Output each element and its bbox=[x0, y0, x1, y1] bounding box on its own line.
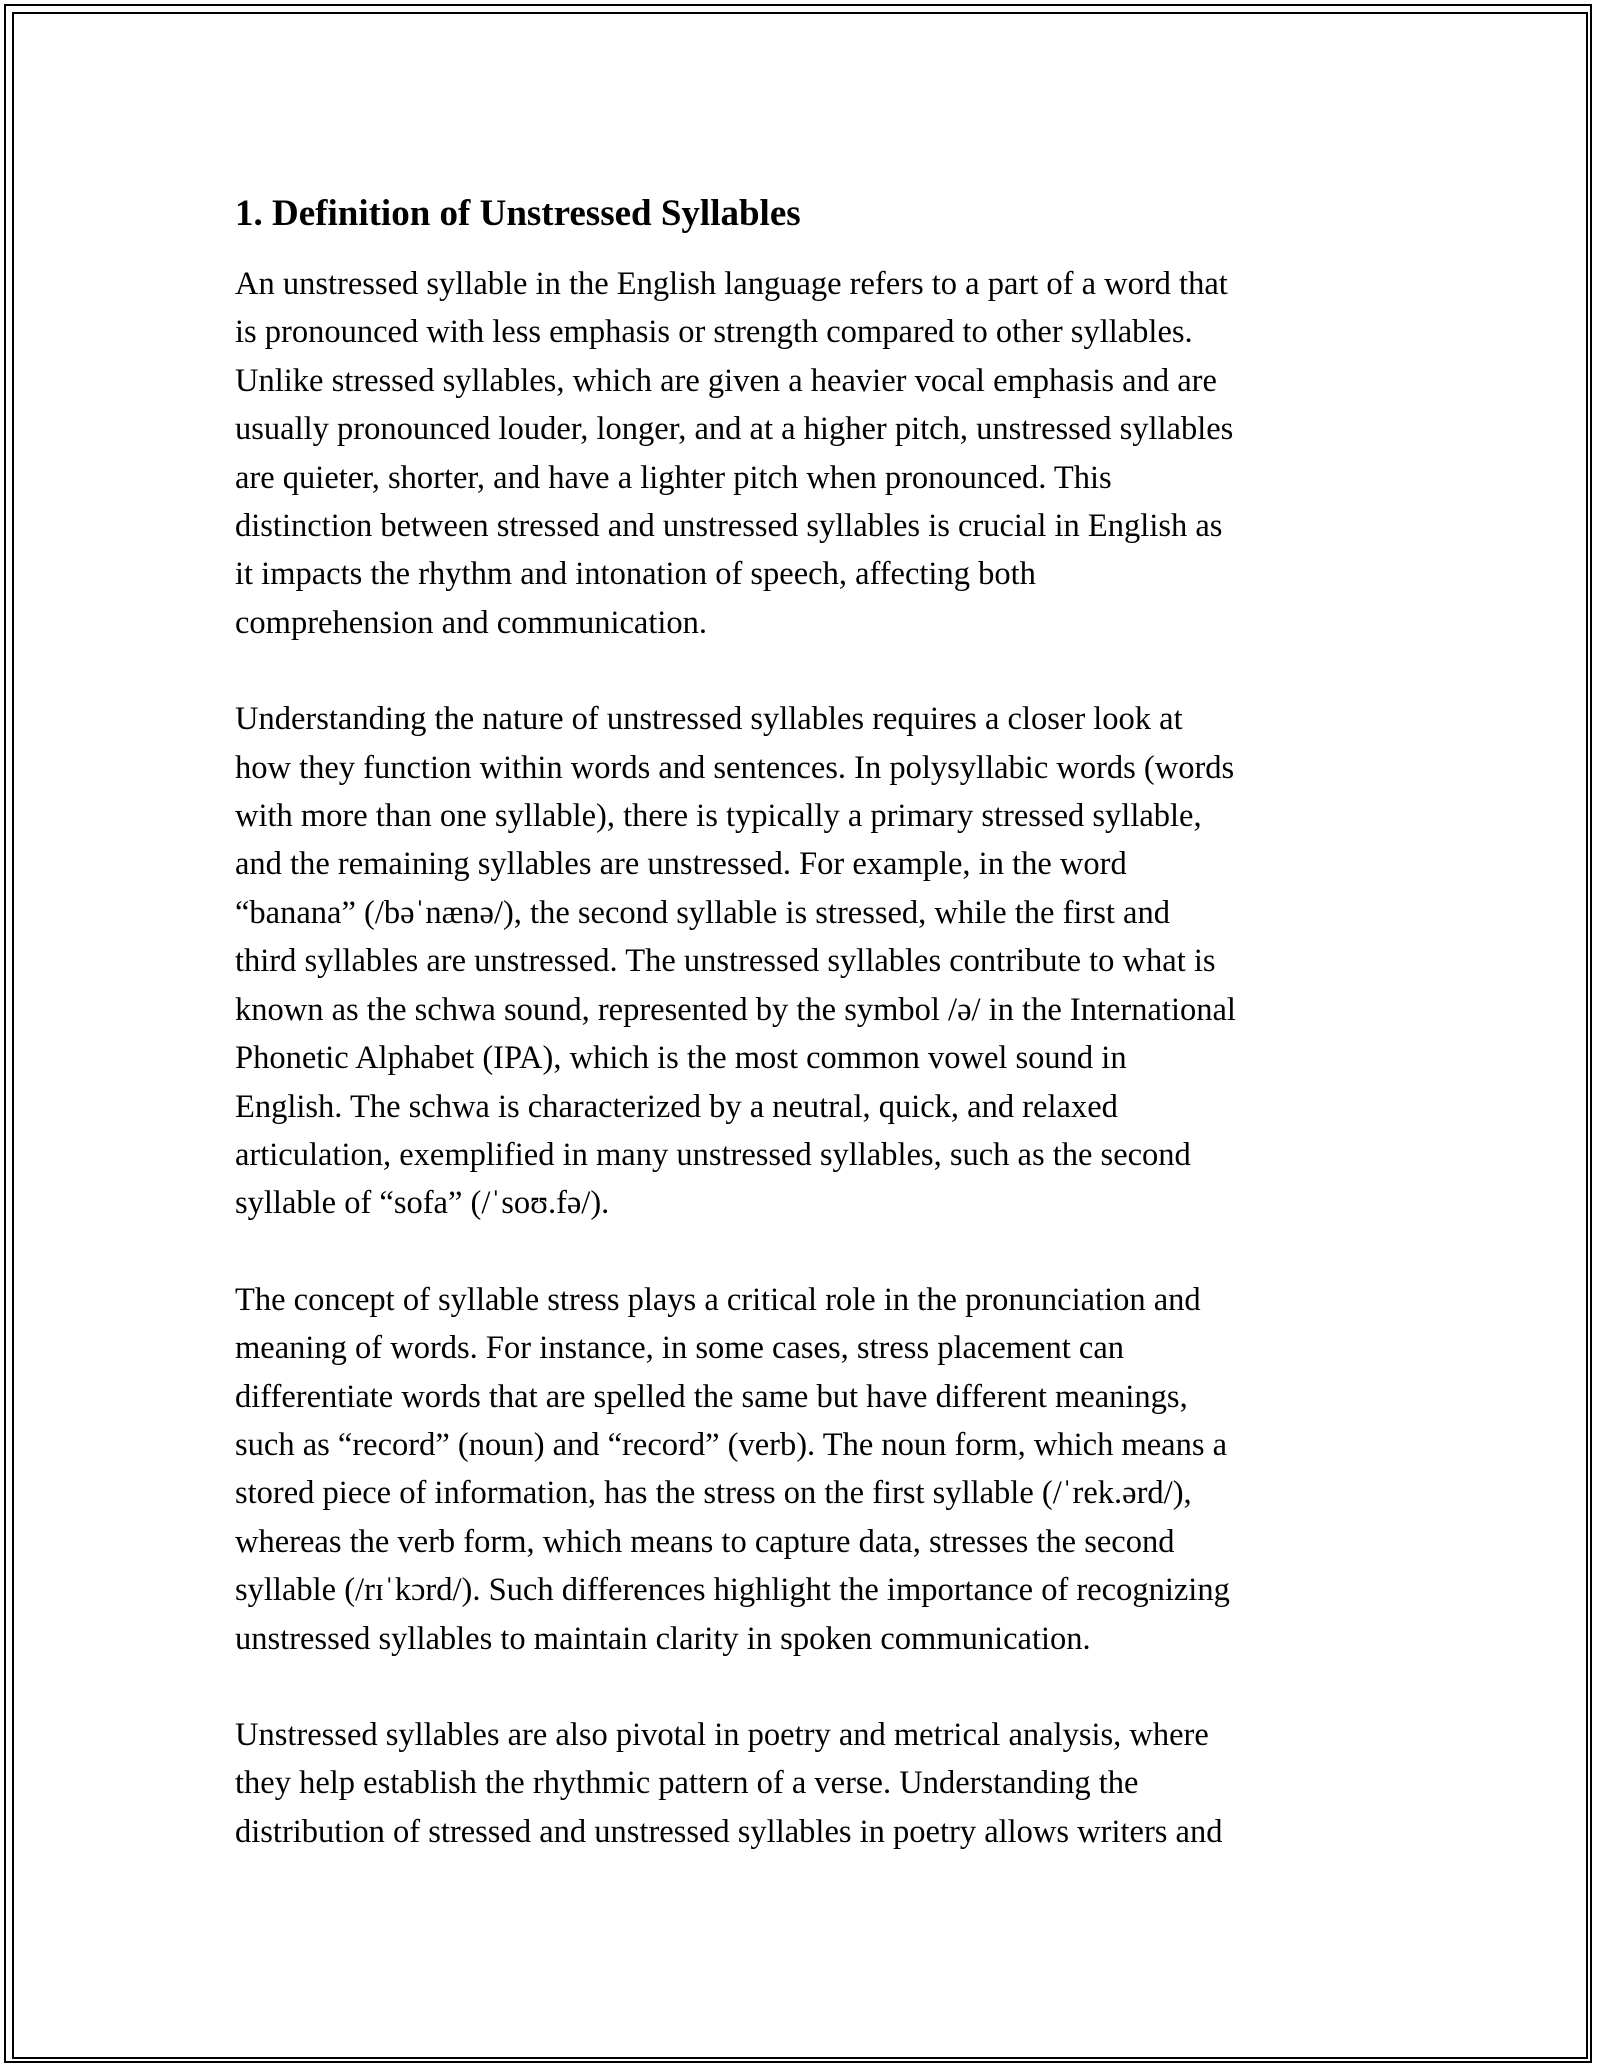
paragraph-line: The concept of syllable stress plays a critical role in the pronunciation and bbox=[235, 1281, 1201, 1318]
paragraph-line: syllable (/rɪˈkɔrd/). Such differences highlight the importance of recognizing bbox=[235, 1572, 1230, 1609]
paragraph-2 bbox=[235, 695, 1370, 1227]
paragraph-line: third syllables are unstressed. The unstressed syllables contribute to what is bbox=[235, 943, 1216, 980]
paragraph-line: it impacts the rhythm and intonation of speech, affecting both bbox=[235, 556, 1036, 593]
paragraph-3 bbox=[235, 1276, 1370, 1663]
paragraph-4 bbox=[235, 1711, 1370, 1856]
paragraph-line: distribution of stressed and unstressed syllables in poetry allows writers and bbox=[235, 1813, 1223, 1850]
paragraph-line: Phonetic Alphabet (IPA), which is the most common vowel sound in bbox=[235, 1040, 1127, 1077]
paragraph-line: English. The schwa is characterized by a neutral, quick, and relaxed bbox=[235, 1088, 1118, 1125]
paragraph-line: whereas the verb form, which means to capture data, stresses the second bbox=[235, 1523, 1175, 1560]
document-content bbox=[235, 190, 1370, 1904]
paragraph-line: stored piece of information, has the stress on the first syllable (/ˈrek.ərd/), bbox=[235, 1475, 1192, 1512]
paragraph-line: how they function within words and sentences. In polysyllabic words (words bbox=[235, 749, 1235, 786]
paragraph-line: distinction between stressed and unstressed syllables is crucial in English as bbox=[235, 508, 1223, 545]
paragraph-line: syllable of “sofa” (/ˈsoʊ.fə/). bbox=[235, 1185, 610, 1222]
paragraph-line: differentiate words that are spelled the same but have different meanings, bbox=[235, 1378, 1188, 1415]
paragraph-line: with more than one syllable), there is typically a primary stressed syllable, bbox=[235, 798, 1202, 835]
paragraph-line: usually pronounced louder, longer, and at a higher pitch, unstressed syllables bbox=[235, 411, 1234, 448]
paragraph-line: Unstressed syllables are also pivotal in poetry and metrical analysis, where bbox=[235, 1716, 1209, 1753]
paragraph-line: they help establish the rhythmic pattern of a verse. Understanding the bbox=[235, 1765, 1139, 1802]
paragraph-line: are quieter, shorter, and have a lighter pitch when pronounced. This bbox=[235, 459, 1112, 496]
paragraph-line: is pronounced with less emphasis or strength compared to other syllables. bbox=[235, 314, 1193, 351]
paragraph-line: articulation, exemplified in many unstressed syllables, such as the second bbox=[235, 1136, 1191, 1173]
paragraph-line: comprehension and communication. bbox=[235, 604, 708, 641]
paragraph-line: known as the schwa sound, represented by the symbol /ə/ in the International bbox=[235, 991, 1236, 1028]
paragraph-line: such as “record” (noun) and “record” (verb). The noun form, which means a bbox=[235, 1426, 1228, 1463]
paragraph-line: unstressed syllables to maintain clarity in spoken communication. bbox=[235, 1620, 1091, 1657]
section-heading: 1. Definition of Unstressed Syllables bbox=[235, 193, 801, 234]
paragraph-line: Unlike stressed syllables, which are given a heavier vocal emphasis and are bbox=[235, 362, 1217, 399]
paragraph-line: meaning of words. For instance, in some cases, stress placement can bbox=[235, 1330, 1124, 1367]
paragraph-line: “banana” (/bəˈnænə/), the second syllable is stressed, while the first and bbox=[235, 894, 1170, 931]
paragraph-1 bbox=[235, 260, 1370, 647]
paragraph-line: and the remaining syllables are unstressed. For example, in the word bbox=[235, 846, 1127, 883]
paragraph-line: Understanding the nature of unstressed syllables requires a closer look at bbox=[235, 701, 1183, 738]
paragraph-line: An unstressed syllable in the English language refers to a part of a word that bbox=[235, 266, 1228, 302]
